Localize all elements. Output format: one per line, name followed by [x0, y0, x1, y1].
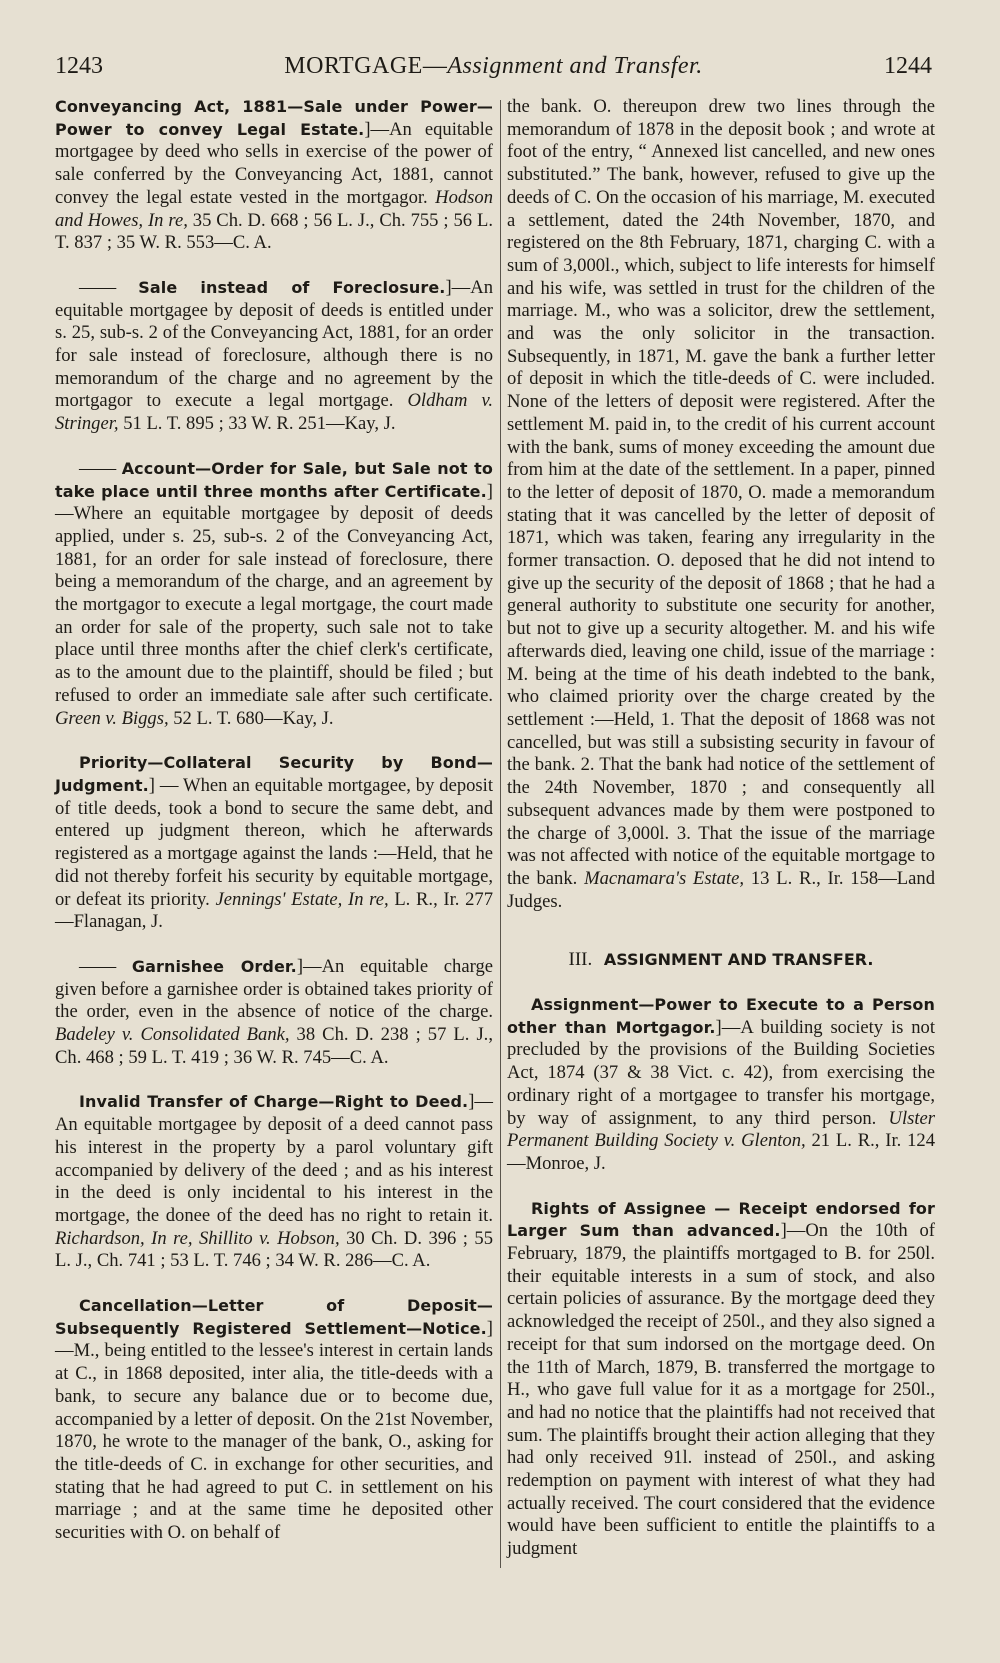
entry-text: ]—On the 10th of February, 1879, the plaintiffs mortgaged to B. for 250l. their equitable interests in a sum of stock, and also certain policies of assurance. By the mortgage deed they acknowledged the receipt of 250l., and they also signed a receipt for that sum indorsed on the mortgage deed. On the 11th of March, 1879, B. transferred the mortgage to H., who gave full value for it as a mortgage for 250l., and had no notice that the plaintiffs had not received that sum. The plaintiffs brought their action alleging that they had only received 91l. instead of 250l., and asking redemption on payment with interest of what they had actually received. The court considered that the evidence would have been sufficient to entitle the plaintiffs to a judgment	[507, 1220, 935, 1560]
entry-rights-of-assignee	[507, 1198, 935, 1561]
case-name: Green v. Biggs,	[55, 707, 169, 729]
page-number-right: 1244	[884, 53, 932, 79]
case-name: Jennings' Estate, In re,	[215, 888, 389, 910]
entry-text: ] — When an equitable mortgagee, by deposit of title deeds, took a bond to secure the same debt, and entered up judgment thereon, which he afterwards registered as a mortgage against the lands :—Held, that he did not thereby forfeit his security by equitable mortgage, or defeat its priority.	[55, 774, 493, 910]
entry-invalid-transfer	[55, 1091, 493, 1273]
running-title-main: MORTGAGE—	[284, 53, 448, 79]
citation: 21 L. R., Ir. 124—Monroe, J.	[507, 1130, 936, 1174]
page-number-left: 1243	[55, 53, 103, 79]
case-name: Hodson and Howes, In re,	[55, 186, 493, 231]
right-column	[507, 96, 935, 1583]
entry-text: ]—M., being entitled to the lessee's interest in certain lands at C., in 1868 deposited, inter alia, the title-deeds with a bank, to secure any balance due or to become due, accompanied by a letter of deposit. On the 21st November, 1870, he wrote to the manager of the bank, O., asking for the title-deeds of C. in exchange for other securities, and stating that he had agreed to put C. in settlement on his marriage ; and at the same time he deposited other securities with O. on behalf of	[55, 1317, 493, 1544]
case-name: Macnamara's Estate,	[584, 867, 745, 889]
entry-heading: Rights of Assignee — Receipt endorsed for Larger Sum than advanced.	[507, 1198, 935, 1241]
entry-heading: Sale instead of Foreclosure.	[138, 277, 446, 297]
entry-text: ]—A building society is not precluded by the provisions of the Building Societies Act, 1874 (37 & 38 Vict. c. 42), from exercising the ordinary right of a mortgagee to transfer his mortgage, by way of assignment, to any third person.	[507, 1016, 936, 1129]
section-heading	[507, 949, 935, 972]
citation: 52 L. T. 680—Kay, J.	[168, 707, 334, 729]
citation: 35 Ch. D. 668 ; 56 L. J., Ch. 755 ; 56 L. T. 837 ; 35 W. R. 553—C. A.	[55, 209, 494, 254]
case-name: Oldham v. Stringer,	[55, 390, 493, 435]
entry-heading: Account—Order for Sale, but Sale not to take place until three months after Certificate.	[55, 458, 494, 501]
section-title: ASSIGNMENT AND TRANSFER.	[603, 950, 874, 970]
citation: L. R., Ir. 277—Flanagan, J.	[55, 888, 493, 933]
entry-heading: Assignment—Power to Execute to a Person other than Mortgagor.	[507, 995, 935, 1037]
entry-heading: Priority—Collateral Security by Bond—Judgment.	[55, 753, 493, 795]
entry-heading: Conveyancing Act, 1881—Sale under Power—Power to convey Legal Estate.	[55, 97, 493, 139]
section-number: III.	[568, 949, 593, 971]
entry-priority-collateral-security	[55, 752, 493, 934]
dash: ——	[79, 955, 117, 977]
entry-heading: Garnishee Order.	[131, 956, 297, 976]
entry-garnishee-order	[55, 956, 493, 1070]
case-name: Richardson, In re, Shillito v. Hobson,	[55, 1227, 340, 1249]
entry-cancellation-letter-of-deposit	[55, 1295, 493, 1545]
citation: 13 L. R., Ir. 158—Land Judges.	[507, 867, 935, 912]
running-title-italic: Assignment and Transfer.	[447, 53, 703, 79]
column-divider	[500, 100, 501, 1568]
case-name: Badeley v. Consolidated Bank,	[55, 1024, 290, 1046]
entry-sale-instead-of-foreclosure	[55, 277, 493, 436]
citation: 51 L. T. 895 ; 33 W. R. 251—Kay, J.	[118, 413, 396, 435]
entry-assignment-power-to-execute	[507, 994, 935, 1176]
left-column	[55, 96, 493, 1567]
entry-account-order-for-sale	[55, 458, 493, 730]
entry-conveyancing-act	[55, 96, 493, 255]
entry-cancellation-continued	[507, 96, 935, 913]
citation: 38 Ch. D. 238 ; 57 L. J., Ch. 468 ; 59 L. T. 419 ; 36 W. R. 745—C. A.	[55, 1024, 493, 1068]
entry-text: ]—An equitable mortgagee by deposit of deeds is entitled under s. 25, sub-s. 2 of the Conveyancing Act, 1881, for an order for sale instead of foreclosure, although there is no memorandum of the charge and no agreement by the mortgagor to execute a legal mortgage.	[55, 276, 493, 412]
entry-text: ]—An equitable mortgagee by deed who sells in exercise of the power of sale conferred by the Conveyancing Act, 1881, cannot convey the legal estate vested in the mortgagor.	[55, 118, 493, 208]
entry-text: ]—An equitable mortgagee by deposit of a deed cannot pass his interest in the property by a parol voluntary gift accompanied by delivery of the deed ; and as his interest in the deed is only incidental to his interest in the mortgage, the donee of the deed has no right to retain it.	[55, 1091, 493, 1226]
dash: ——	[79, 276, 117, 298]
case-name: Ulster Permanent Building Society v. Glenton,	[507, 1107, 935, 1152]
running-title	[55, 50, 932, 82]
dash: ——	[79, 457, 117, 479]
citation: 30 Ch. D. 396 ; 55 L. J., Ch. 741 ; 53 L. T. 746 ; 34 W. R. 286—C. A.	[55, 1227, 493, 1272]
entry-heading: Cancellation—Letter of Deposit—Subsequently Registered Settlement—Notice.	[55, 1296, 493, 1338]
running-header	[55, 50, 932, 90]
entry-heading: Invalid Transfer of Charge—Right to Deed.	[79, 1092, 469, 1112]
entry-text: ]—Where an equitable mortgagee by deposit of deeds applied, under s. 25, sub-s. 2 of the Conveyancing Act, 1881, for an order for sale instead of foreclosure, there being a memorandum of the charge, and an agreement by the mortgagor to execute a legal mortgage, the court made an order for sale of the property, such sale not to take place until three months after the chief clerk's certificate, as to the amount due to the plaintiff, should be filed ; but refused to order an immediate sale after such certificate.	[55, 480, 493, 706]
entry-text: the bank. O. thereupon drew two lines through the memorandum of 1878 in the deposit book ; and wrote at foot of the entry, “ Annexed list cancelled, and new ones substituted.” The bank, however, refused to give up the deeds of C. On the occasion of his marriage, M. executed a settlement, dated the 24th November, 1870, and registered on the 8th February, 1871, charging C. with a sum of 3,000l., which, subject to life interests for himself and his wife, was settled in trust for the children of the marriage. M., who was a solicitor, drew the settlement, and was the only solicitor in the transaction. Subsequently, in 1871, M. gave the bank a further letter of deposit in which the title-deeds of C. were included. None of the letters of deposit were registered. After the settlement M. paid in, to the credit of his current account with the bank, sums of money exceeding the amount due from him at the date of the settlement. In a paper, pinned to the letter of deposit of 1870, O. made a memorandum stating that it was cancelled by the letter of deposit of 1871, which was taken, fearing any irregularity in the former transaction. O. deposed that he did not intend to give up the security of the deposit of 1868 ; that he had a general authority to substitute one security for another, but not to give up a security altogether. M. and his wife afterwards died, leaving one child, issue of the marriage : M. being at the time of his death indebted to the bank, who claimed priority over the charge created by the settlement :—Held, 1. That the deposit of 1868 was not cancelled, but was still a subsisting security in favour of the bank. 2. That the bank had notice of the settlement of the 24th November, 1870 ; and consequently all subsequent advances made by them were postponed to the charge of 3,000l. 3. That the issue of the marriage was not affected with notice of the equitable mortgage to the bank.	[507, 96, 935, 889]
entry-text: ]—An equitable charge given before a garnishee order is obtained takes priority of the order, even in the absence of notice of the charge.	[55, 955, 493, 1023]
